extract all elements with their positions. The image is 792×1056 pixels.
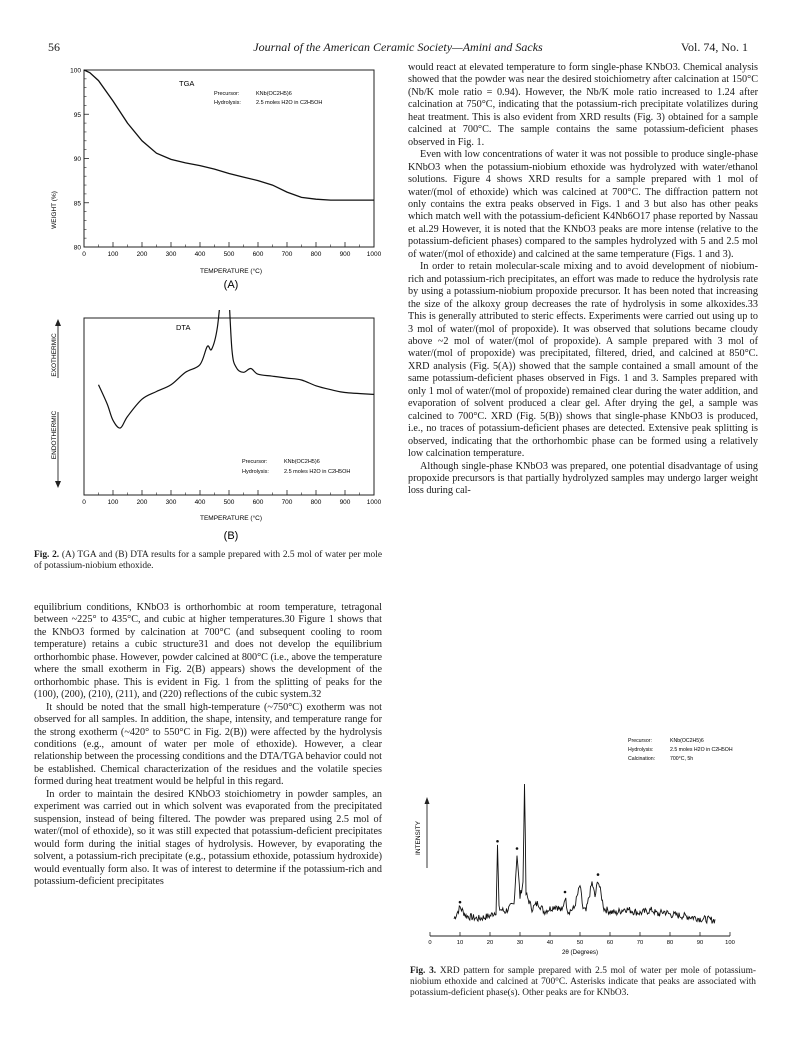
dta-x-tick-label: 700 — [281, 499, 293, 506]
paragraph: would react at elevated temperature to form single-phase KNbO3. Chemical analysis showed that the powder was near the desired stoichiometry after calcination at 150°C (Nb/K mole ratio = 0.94). However, the Nb/K mole ratio increased to 1.24 after calcination at 750°C, indicating that the potassium-rich precipitate volatilizes during heat treatment. This is also evident from XRD results (Fig. 3) obtained for a sample calcined at 700°C. The sample contains the same potassium-deficient phases observed in Fig. 1. — [408, 62, 758, 148]
left-column-text — [34, 602, 382, 888]
tga-x-tick-label: 600 — [252, 251, 264, 258]
dta-y-axis-label-endothermic: ENDOTHERMIC — [51, 410, 58, 460]
paragraph: Although single-phase KNbO3 was prepared, one potential disadvantage of using propoxide precursors is that partially hydrolyzed samples may undergo larger weight loss during cal- — [408, 460, 758, 497]
dta-hydrolysis-value: 2.5 moles H2O in C2H5OH — [284, 469, 351, 475]
dta-chart-label: DTA — [176, 323, 191, 332]
dta-x-tick-label: 0 — [82, 499, 86, 506]
dta-x-axis-label: TEMPERATURE (°C) — [199, 515, 263, 522]
tga-y-tick-label: 80 — [73, 244, 81, 252]
dta-precursor-value: KNb(OC2H5)6 — [284, 459, 320, 465]
tga-hydrolysis-label: Hydrolysis: — [214, 100, 241, 106]
dta-chart — [44, 310, 384, 545]
right-column-text — [408, 62, 758, 498]
tga-y-tick-label: 90 — [73, 156, 81, 163]
paragraph: In order to maintain the desired KNbO3 stoichiometry in powder samples, an experiment was carried out in which solvent was evaporated from the precipitated suspension, instead of being filtered. The powder was prepared using 2.5 mol of water/(mol of ethoxide), so it was still expected that potassium-deficient precipitates would form during the initial stages of hydrolysis. However, by evaporating the solvent, a potassium-rich precipitate (e.g., potassium ethoxide, potassium hydroxide) would eventually form also. It was of interest to determine if the potassium-rich and potassium-deficient precipitates — [34, 788, 382, 887]
intensity-arrow-head — [425, 797, 430, 804]
tga-x-tick-label: 300 — [165, 251, 177, 258]
dta-x-tick-label: 1000 — [366, 499, 382, 506]
dta-x-tick-label: 500 — [223, 499, 235, 506]
figure-2b-panel-label: (B) — [223, 530, 239, 542]
xrd-precursor-value: KNb(OC2H5)6 — [670, 738, 704, 744]
figure-2a-tga — [44, 62, 384, 292]
figure-2-caption-label: Fig. 2. — [34, 550, 60, 560]
xrd-y-axis-label: INTENSITY — [415, 821, 422, 855]
xrd-pattern — [454, 784, 715, 923]
xrd-x-tick-label: 40 — [546, 940, 554, 946]
dta-x-tick-label: 400 — [194, 499, 206, 506]
dta-x-tick-label: 300 — [165, 499, 177, 506]
figure-3-xrd — [400, 728, 750, 960]
tga-x-tick-label: 500 — [223, 251, 235, 258]
figure-2b-dta — [44, 310, 384, 545]
dta-x-tick-label: 100 — [107, 499, 119, 506]
paragraph: equilibrium conditions, KNbO3 is orthorhombic at room temperature, tetragonal between ~225° to 435°C, and cubic at higher temperatures.30 Figure 1 shows that the KNbO3 formed by calcination at 700°C (and subsequent cooling to room temperature) retains a cubic structure31 and does not develop the equilibrium orthorhombic phase. However, powder calcined at 800°C (i.e., above the temperature where the small exotherm in Fig. 2(B) appears) shows the development of the orthorhombic phase. This is evident in Fig. 1 from the splitting of peaks for the (100), (200), (210), (211), and (220) reflections of the cubic system.32 — [34, 602, 382, 701]
xrd-x-tick-label: 60 — [606, 940, 614, 946]
tga-chart-label: TGA — [179, 79, 195, 88]
tga-y-tick-label: 85 — [73, 200, 81, 208]
xrd-hydrolysis-value: 2.5 moles H2O in C2H5OH — [670, 747, 733, 753]
dta-hydrolysis-label: Hydrolysis: — [242, 469, 269, 475]
page-number: 56 — [48, 40, 60, 54]
figure-3-caption-label: Fig. 3. — [410, 966, 437, 976]
tga-precursor-value: KNb(OC2H5)6 — [256, 91, 292, 97]
figure-2a-panel-label: (A) — [223, 279, 239, 291]
xrd-x-tick-label: 30 — [516, 940, 524, 946]
tga-x-tick-label: 700 — [281, 251, 293, 258]
tga-y-tick-label: 95 — [73, 111, 81, 119]
paragraph: It should be noted that the small high-temperature (~750°C) exotherm was not observed for all samples. In addition, the shape, intensity, and temperature range for the strong exotherm (~420° to 550°C in Fig. 2(B)) were affected by the hydrolysis conditions (e.g., amount of water per mole of ethoxide). However, a clear relationship between the processing conditions and the DTA/TGA behavior could not be established. Chemical characterization of the residues and the volatile species formed during heat treatment would be helpful in this regard. — [34, 701, 382, 788]
tga-y-tick-label: 100 — [70, 67, 81, 75]
tga-x-tick-label: 400 — [194, 251, 206, 258]
tga-chart — [44, 62, 384, 292]
tga-x-tick-label: 900 — [339, 251, 351, 258]
volume-info: Vol. 74, No. 1 — [680, 40, 748, 54]
tga-x-axis-label: TEMPERATURE (°C) — [199, 268, 263, 275]
figure-2-caption-text: (A) TGA and (B) DTA results for a sample prepared with 2.5 mol of water per mole of potassium-niobium ethoxide. — [34, 550, 382, 571]
tga-x-tick-label: 200 — [136, 251, 148, 258]
xrd-x-tick-label: 100 — [725, 940, 735, 946]
asterisk-marker — [496, 840, 499, 843]
xrd-x-tick-label: 90 — [696, 940, 704, 946]
tga-hydrolysis-value: 2.5 moles H2O in C2H5OH — [256, 100, 323, 106]
dta-x-tick-label: 600 — [252, 499, 264, 506]
running-header — [48, 40, 748, 56]
asterisk-marker — [516, 847, 519, 850]
xrd-x-tick-label: 80 — [666, 940, 674, 946]
dta-precursor-label: Precursor: — [242, 459, 268, 465]
tga-x-tick-label: 0 — [82, 251, 86, 258]
xrd-chart — [400, 728, 750, 960]
dta-x-tick-label: 200 — [136, 499, 148, 506]
tga-curve — [84, 70, 374, 200]
tga-x-tick-label: 1000 — [366, 251, 382, 258]
xrd-x-tick-label: 10 — [456, 940, 464, 946]
xrd-precursor-label: Precursor: — [628, 738, 652, 744]
dta-x-tick-label: 900 — [339, 499, 351, 506]
xrd-x-tick-label: 70 — [636, 940, 644, 946]
tga-y-axis-label: WEIGHT (%) — [51, 191, 58, 229]
asterisk-marker — [564, 891, 567, 894]
tga-x-tick-label: 100 — [107, 251, 119, 258]
tga-x-tick-label: 800 — [310, 251, 322, 258]
xrd-calcination-label: Calcination: — [628, 756, 656, 762]
asterisk-marker — [459, 901, 462, 904]
xrd-x-tick-label: 20 — [486, 940, 494, 946]
figure-3-caption — [410, 966, 756, 999]
paragraph: Even with low concentrations of water it was not possible to produce single-phase KNbO3 when the potassium-niobium ethoxide was hydrolyzed with water/ethanol solutions. Figure 4 shows XRD results for a sample prepared with 1 mol of water/(mol of ethoxide) which was calcined at 700°C. The diffraction pattern not only contains the extra peaks observed in Figs. 1 and 3 but also has other peaks which match well with the potassium-deficient K4Nb6O17 phase reported by Nassau et al.29 However, it is noted that the KNbO3 peaks are more intense (relative to the potassium-deficient phases) compared to the samples hydrolyzed with 5 and 2.5 mol of water/(mol of ethoxide) and calcined at the same temperature (Figs. 1 and 3). — [408, 149, 758, 260]
xrd-x-tick-label: 50 — [576, 940, 584, 946]
figure-3-caption-text: XRD pattern for sample prepared with 2.5 mol of water per mole of potassium-niobium ethoxide and calcined at 700°C. Asterisks indicate that peaks are associated with potassium-deficient phase(s). Other peaks are for KNbO3. — [410, 966, 756, 998]
exothermic-arrow-head — [55, 319, 61, 326]
xrd-x-axis-label: 2θ (Degrees) — [561, 949, 599, 956]
tga-precursor-label: Precursor: — [214, 91, 240, 97]
xrd-hydrolysis-label: Hydrolysis: — [628, 747, 654, 753]
dta-curve — [99, 310, 375, 428]
paragraph: In order to retain molecular-scale mixing and to avoid development of niobium-rich and potassium-rich precipitates, an effort was made to reduce the hydrolysis rate by using a potassium-niobium propoxide precursor. It has been noted that increasing the size of the alkoxy group decreases the rate of hydrolysis in some alkoxides.33 This is generally attributed to steric effects. Experiments were carried out using up to 3 mol of water/(mol of propoxide). It was observed that solutions became cloudy above ~2 mol of water/(mol of propoxide). A sample prepared with 3 mol of water/(mol of propoxide) was precipitated, filtered, dried, and calcined at 850°C. XRD analysis (Fig. 5(A)) showed that the sample contained a small amount of the same potassium-deficient phases observed in Figs. 1 and 3. Samples prepared with only 1 mol of water/(mol of propoxide) remained clear during the water addition, and evaporation of solvent produced a clear gel. After drying the gel, a sample was calcined to 700°C. XRD (Fig. 5(B)) shows that single-phase KNbO3 is produced, i.e., no traces of potassium-deficient phases are detected. Extensive peak splitting is observed, indicating that the orthorhombic phase can be formed using a relatively low calcination temperature. — [408, 261, 758, 460]
asterisk-marker — [597, 873, 600, 876]
dta-x-tick-label: 800 — [310, 499, 322, 506]
xrd-x-tick-label: 0 — [428, 940, 432, 946]
dta-y-axis-label-exothermic: EXOTHERMIC — [51, 333, 58, 377]
journal-title: Journal of the American Ceramic Society—Amini and Sacks — [253, 40, 543, 54]
endothermic-arrow-head — [55, 481, 61, 488]
figure-2-caption — [34, 550, 382, 572]
xrd-calcination-value: 700°C, 5h — [670, 756, 694, 762]
